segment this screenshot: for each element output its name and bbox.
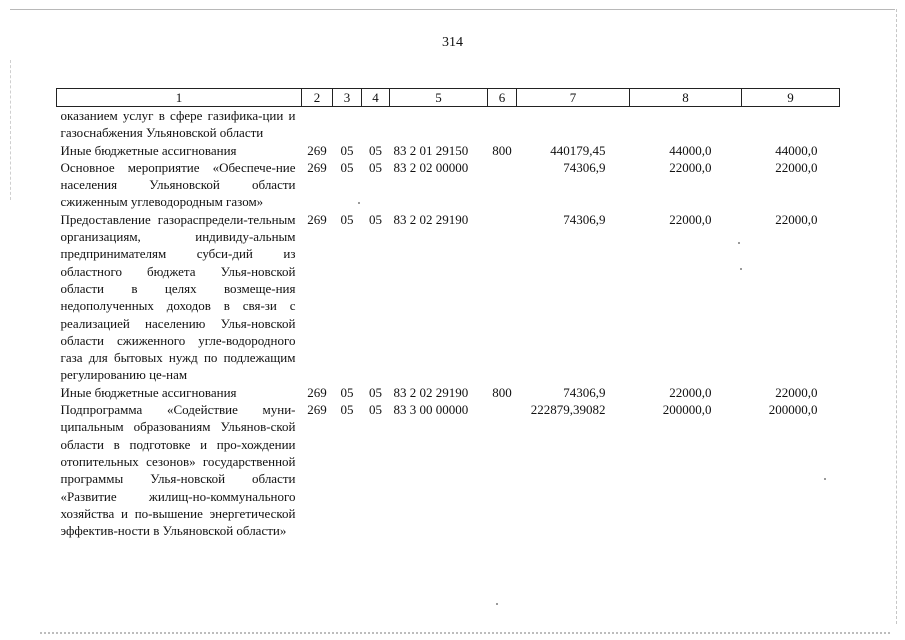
- table-row: [57, 142, 840, 159]
- scan-edge-right: [896, 9, 897, 624]
- row-name: оказанием услуг в сфере газифика-ции и газоснабжения Ульяновской области: [60, 108, 296, 141]
- row-c8: 44000,0: [669, 142, 712, 158]
- row-c2: 269: [307, 211, 327, 227]
- row-c6: [488, 211, 517, 384]
- row-c4: 05: [369, 211, 382, 227]
- row-name: Подпрограмма «Содействие муни-ципальным образованиям Ульянов-ской области в подготовке и про-хождении отопительных сезонов» государственной программы Улья-новской области «Развитие жилищ-но-коммунального хозяйства и по-вышение энергетической эффектив-ности в Ульяновской области»: [60, 402, 296, 539]
- header-col-3: 3: [333, 89, 362, 107]
- budget-table: [56, 88, 840, 539]
- table-row: [57, 159, 840, 211]
- row-c9: 22000,0: [775, 211, 818, 227]
- header-col-5: 5: [390, 89, 488, 107]
- row-c4: [362, 107, 390, 142]
- table-row: [57, 401, 840, 539]
- scan-edge-bottom: [40, 632, 890, 634]
- row-c8: 200000,0: [662, 402, 712, 418]
- row-c9: [742, 107, 840, 142]
- row-name: Основное мероприятие «Обеспече-ние населения Ульяновской области сжиженным углеводородным газом»: [60, 159, 296, 210]
- row-c4: 05: [369, 402, 382, 418]
- row-c3: 05: [340, 402, 354, 418]
- row-c3: 05: [340, 384, 354, 400]
- row-c7: 222879,39082: [530, 402, 606, 418]
- row-c7: 74306,9: [563, 384, 606, 400]
- row-c8: [630, 107, 742, 142]
- row-c2: 269: [307, 384, 327, 400]
- row-c6: 800: [492, 142, 512, 158]
- row-c4: 05: [369, 159, 382, 175]
- row-c7: 74306,9: [563, 159, 606, 175]
- header-col-4: 4: [362, 89, 390, 107]
- row-c9: 44000,0: [775, 142, 818, 158]
- row-c7: 440179,45: [550, 142, 606, 158]
- row-c9: 22000,0: [775, 384, 818, 400]
- row-c6: 800: [492, 384, 512, 400]
- row-c6: [488, 107, 517, 142]
- row-c3: 05: [340, 211, 354, 227]
- row-c2: 269: [307, 402, 327, 418]
- row-name: Иные бюджетные ассигнования: [60, 142, 237, 158]
- row-c9: 22000,0: [775, 159, 818, 175]
- row-c9: 200000,0: [768, 402, 818, 418]
- page-number: 314: [442, 35, 463, 50]
- table-row: [57, 384, 840, 401]
- header-col-2: 2: [302, 89, 333, 107]
- row-c8: 22000,0: [669, 384, 712, 400]
- header-col-9: 9: [742, 89, 840, 107]
- row-c8: 22000,0: [669, 211, 712, 227]
- row-c5: 83 2 02 29190: [393, 211, 469, 227]
- row-c6: [488, 159, 517, 211]
- row-c5: 83 2 01 29150: [393, 142, 469, 158]
- header-col-8: 8: [630, 89, 742, 107]
- table-row: [57, 211, 840, 384]
- row-c5: 83 2 02 00000: [393, 159, 469, 175]
- column-number-header: [57, 89, 840, 107]
- row-name: Предоставление газораспредели-тельным организациям, индивиду-альным предпринимателям субси-дий из областного бюджета Улья-новской области в целях возмеще-ния недополученных доходов в свя-зи с реализацией населению Улья-новской области сжиженного угле-водородного газа для бытовых нужд по подлежащим регулированию це-нам: [60, 211, 296, 383]
- row-c5: 83 3 00 00000: [393, 402, 469, 418]
- row-c7: 74306,9: [563, 211, 606, 227]
- header-col-7: 7: [517, 89, 630, 107]
- header-col-6: 6: [488, 89, 517, 107]
- row-c5: 83 2 02 29190: [393, 384, 469, 400]
- row-c4: 05: [369, 384, 382, 400]
- row-c2: 269: [307, 142, 327, 158]
- row-name: Иные бюджетные ассигнования: [60, 384, 237, 400]
- row-c3: [333, 107, 362, 142]
- scan-edge-left: [10, 60, 11, 200]
- row-c2: 269: [307, 159, 327, 175]
- row-c4: 05: [369, 142, 382, 158]
- row-c7: [517, 107, 630, 142]
- row-c2: [302, 107, 333, 142]
- header-col-1: 1: [57, 89, 302, 107]
- row-c3: 05: [340, 142, 354, 158]
- scan-speck: [496, 603, 498, 605]
- row-c3: 05: [340, 159, 354, 175]
- row-c8: 22000,0: [669, 159, 712, 175]
- table-row: [57, 107, 840, 142]
- row-c5: [390, 107, 488, 142]
- row-c6: [488, 401, 517, 539]
- scan-edge-top: [10, 9, 895, 10]
